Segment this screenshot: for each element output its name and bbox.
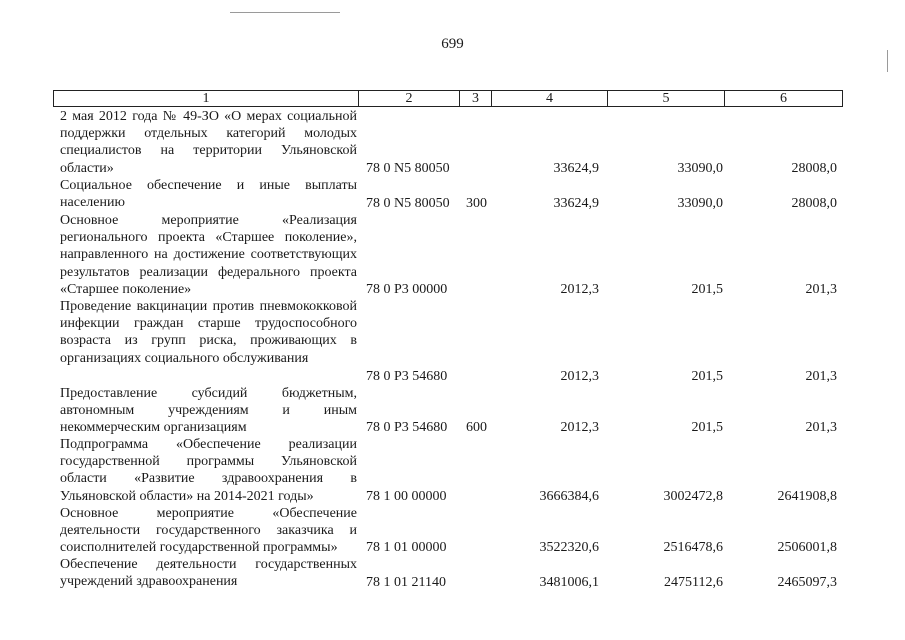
row-value-6: 28008,0 (791, 160, 837, 176)
row-value-6: 2506001,8 (777, 539, 837, 555)
row-value-6: 2465097,3 (777, 574, 837, 590)
table-row (0, 177, 905, 212)
column-header-1: 1 (54, 91, 359, 107)
row-value-4: 2012,3 (560, 419, 599, 435)
column-header-5: 5 (608, 91, 725, 107)
row-name: Предоставление субсидий бюджетным, автономным учреждениям и иным некоммерческим организациям (60, 386, 357, 436)
table-row (0, 505, 905, 556)
row-value-5: 201,5 (691, 368, 723, 384)
row-name: Обеспечение деятельности государственных учреждений здравоохранения (60, 557, 357, 590)
row-code: 78 0 N5 80050 (366, 160, 450, 176)
page-number: 699 (441, 36, 464, 52)
column-header-table (53, 90, 843, 107)
row-value-4: 33624,9 (553, 160, 599, 176)
row-value-6: 201,3 (805, 281, 837, 297)
table-row (0, 385, 905, 436)
table-row (0, 298, 905, 385)
row-code: 78 1 01 21140 (366, 574, 446, 590)
row-value-6: 28008,0 (791, 195, 837, 211)
row-value-4: 33624,9 (553, 195, 599, 211)
row-name: Социальное обеспечение и иные выплаты населению (60, 178, 357, 211)
row-kind: 300 (466, 195, 487, 211)
scan-mark-top (230, 12, 340, 13)
row-value-5: 33090,0 (677, 160, 723, 176)
row-code: 78 1 00 00000 (366, 488, 447, 504)
row-name: Основное мероприятие «Обеспечение деятельности государственного заказчика и соисполнителей государственной программы» (60, 506, 357, 556)
table-row (0, 436, 905, 505)
row-value-5: 2516478,6 (663, 539, 723, 555)
budget-table-body (0, 108, 905, 591)
row-code: 78 0 P3 00000 (366, 281, 448, 297)
column-header-6: 6 (725, 91, 843, 107)
row-value-6: 201,3 (805, 368, 837, 384)
row-value-4: 3522320,6 (539, 539, 599, 555)
row-value-6: 201,3 (805, 419, 837, 435)
table-row (0, 556, 905, 591)
row-kind: 600 (466, 419, 487, 435)
row-code: 78 1 01 00000 (366, 539, 447, 555)
column-header-3: 3 (460, 91, 492, 107)
column-header-4: 4 (492, 91, 608, 107)
row-name: 2 мая 2012 года № 49-ЗО «О мерах социальной поддержки отдельных категорий молодых специалистов на территории Ульяновской области» (60, 109, 357, 176)
row-value-5: 33090,0 (677, 195, 723, 211)
row-value-5: 201,5 (691, 419, 723, 435)
row-value-4: 2012,3 (560, 281, 599, 297)
row-value-6: 2641908,8 (777, 488, 837, 504)
row-value-5: 3002472,8 (663, 488, 723, 504)
scan-mark-right (887, 50, 888, 72)
row-name: Основное мероприятие «Реализация регионального проекта «Старшее поколение», направленного на достижение соответствующих результатов реализации федерального проекта «Старшее поколение» (60, 213, 357, 297)
table-row (0, 212, 905, 298)
row-value-4: 3666384,6 (539, 488, 599, 504)
row-code: 78 0 P3 54680 (366, 368, 448, 384)
row-value-5: 2475112,6 (664, 574, 723, 590)
row-code: 78 0 N5 80050 (366, 195, 450, 211)
row-value-5: 201,5 (691, 281, 723, 297)
row-name: Проведение вакцинации против пневмококковой инфекции граждан старше трудоспособного возраста из групп риска, проживающих в организациях социального обслуживания (60, 299, 357, 366)
row-name: Подпрограмма «Обеспечение реализации государственной программы Ульяновской области «Развитие здравоохранения в Ульяновской области» на 2014-2021 годы» (60, 437, 357, 504)
row-value-4: 2012,3 (560, 368, 599, 384)
row-value-4: 3481006,1 (539, 574, 599, 590)
row-code: 78 0 P3 54680 (366, 419, 448, 435)
table-row (0, 108, 905, 177)
column-header-2: 2 (359, 91, 460, 107)
